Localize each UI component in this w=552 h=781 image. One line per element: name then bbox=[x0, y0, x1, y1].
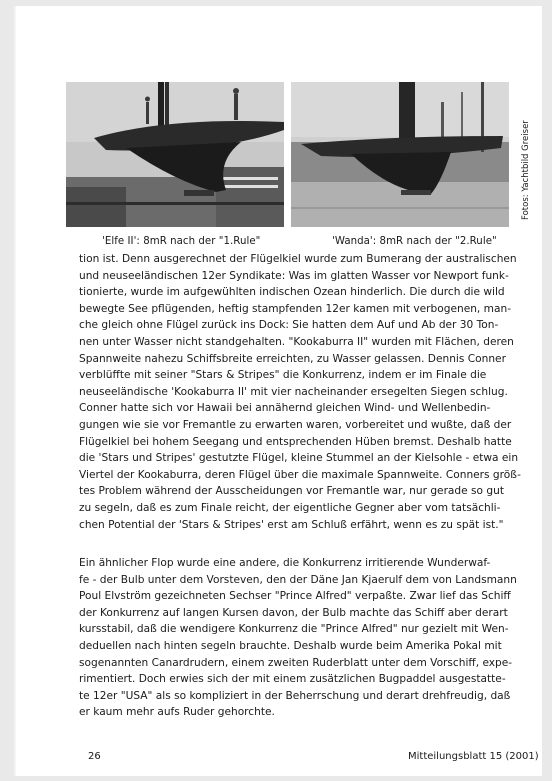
text-line: die 'Stars und Stripes' gestutzte Flügel, kleine Stummel an der Kielsohle - etwa ein bbox=[79, 452, 519, 465]
text-line: Flügelkiel bei hohem Seegang und entsprechenden Hüben bremst. Deshalb hatte bbox=[79, 435, 512, 448]
text-line: Spannweite nahezu Schiffsbreite erreichten, zu Wasser gelassen. Dennis Conner bbox=[79, 352, 506, 365]
text-line: der Konkurrenz auf langen Kursen davon, der Bulb machte das Schiff aber derart bbox=[79, 606, 508, 619]
text-line: sogenannten Canardrudern, einem zweiten Ruderblatt unter dem Vorschiff, expe- bbox=[79, 656, 513, 669]
photo-credit: Fotos: Yachtbild Greiser bbox=[521, 120, 531, 220]
text-line: tion ist. Denn ausgerechnet der Flügelkiel wurde zum Bumerang der australischen bbox=[79, 253, 517, 265]
text-line: zu segeln, daß es zum Finale reicht, der eigentliche Gegner aber vom tatsächli- bbox=[79, 501, 501, 514]
text-line: kursstabil, daß die wendigere Konkurrenz die "Prince Alfred" nur gezielt mit Wen- bbox=[79, 623, 509, 636]
publication-footer: Mitteilungsblatt 15 (2001) bbox=[408, 751, 539, 762]
text-line: Poul Elvström gezeichneten Sechser "Prince Alfred" verpaßte. Zwar lief das Schiff bbox=[79, 590, 511, 603]
text-line: gungen wie sie vor Fremantle zu erwarten waren, vorbereitet und wußte, daß der bbox=[79, 418, 512, 431]
text-line: deduellen nach hinten segeln brauchte. Deshalb wurde beim Amerika Pokal mit bbox=[79, 639, 502, 652]
text-line: neuseeländische 'Kookaburra II' mit vier nacheinander ersegelten Siegen schlug. bbox=[79, 385, 508, 398]
text-line: Viertel der Kookaburra, deren Flügel über die maximale Spannweite. Conners größ- bbox=[79, 468, 521, 481]
text-line: fe - der Bulb unter dem Vorsteven, den der Däne Jan Kjaerulf dem von Landsmann bbox=[79, 573, 517, 586]
text-line: tes Problem während der Ausscheidungen vor Fremantle war, nur gerade so gut bbox=[79, 485, 504, 498]
text-line: Conner hatte sich vor Hawaii bei annähernd gleichen Wind- und Wellenbedin- bbox=[79, 402, 491, 415]
page-number: 26 bbox=[88, 751, 101, 762]
photo-elfe-ii bbox=[66, 82, 284, 227]
text-line: er kaum mehr aufs Ruder gehorchte. bbox=[79, 706, 275, 719]
text-line: und neuseeländischen 12er Syndikate: Was im glatten Wasser vor Newport funk- bbox=[79, 269, 509, 282]
text-line: chen Potential der 'Stars & Stripes' erst am Schluß erfährt, wenn es zu spät ist." bbox=[79, 518, 504, 531]
photo-caption-wanda: 'Wanda': 8mR nach der "2.Rule" bbox=[332, 236, 497, 247]
body-paragraph-1 bbox=[79, 251, 521, 533]
body-paragraph-2 bbox=[79, 555, 517, 721]
text-line: nen unter Wasser nicht standgehalten. "Kookaburra II" wurden mit Flächen, deren bbox=[79, 335, 514, 348]
text-line: rimentiert. Doch erwies sich der mit einem zusätzlichen Bugpaddel ausgestatte- bbox=[79, 673, 506, 686]
text-line: tionierte, wurde im aufgewühlten indischen Ozean hinderlich. Die durch die wild bbox=[79, 286, 505, 299]
text-line: te 12er "USA" als so kompliziert in der Beherrschung und derart drehfreudig, daß bbox=[79, 689, 511, 702]
photo-wanda bbox=[291, 82, 509, 227]
text-line: verblüffte mit seiner "Stars & Stripes" die Konkurrenz, indem er im Finale die bbox=[79, 369, 487, 382]
photo-caption-elfe-ii: 'Elfe II': 8mR nach der "1.Rule" bbox=[102, 236, 261, 247]
document-page bbox=[14, 6, 542, 776]
text-line: che gleich ohne Flügel zurück ins Dock: Sie hatten dem Auf und Ab der 30 Ton- bbox=[79, 319, 499, 332]
text-line: Ein ähnlicher Flop wurde eine andere, die Konkurrenz irritierende Wunderwaf- bbox=[79, 557, 491, 569]
text-line: bewegte See pflügenden, heftig stampfenden 12er kamen mit verbogenen, man- bbox=[79, 302, 512, 315]
